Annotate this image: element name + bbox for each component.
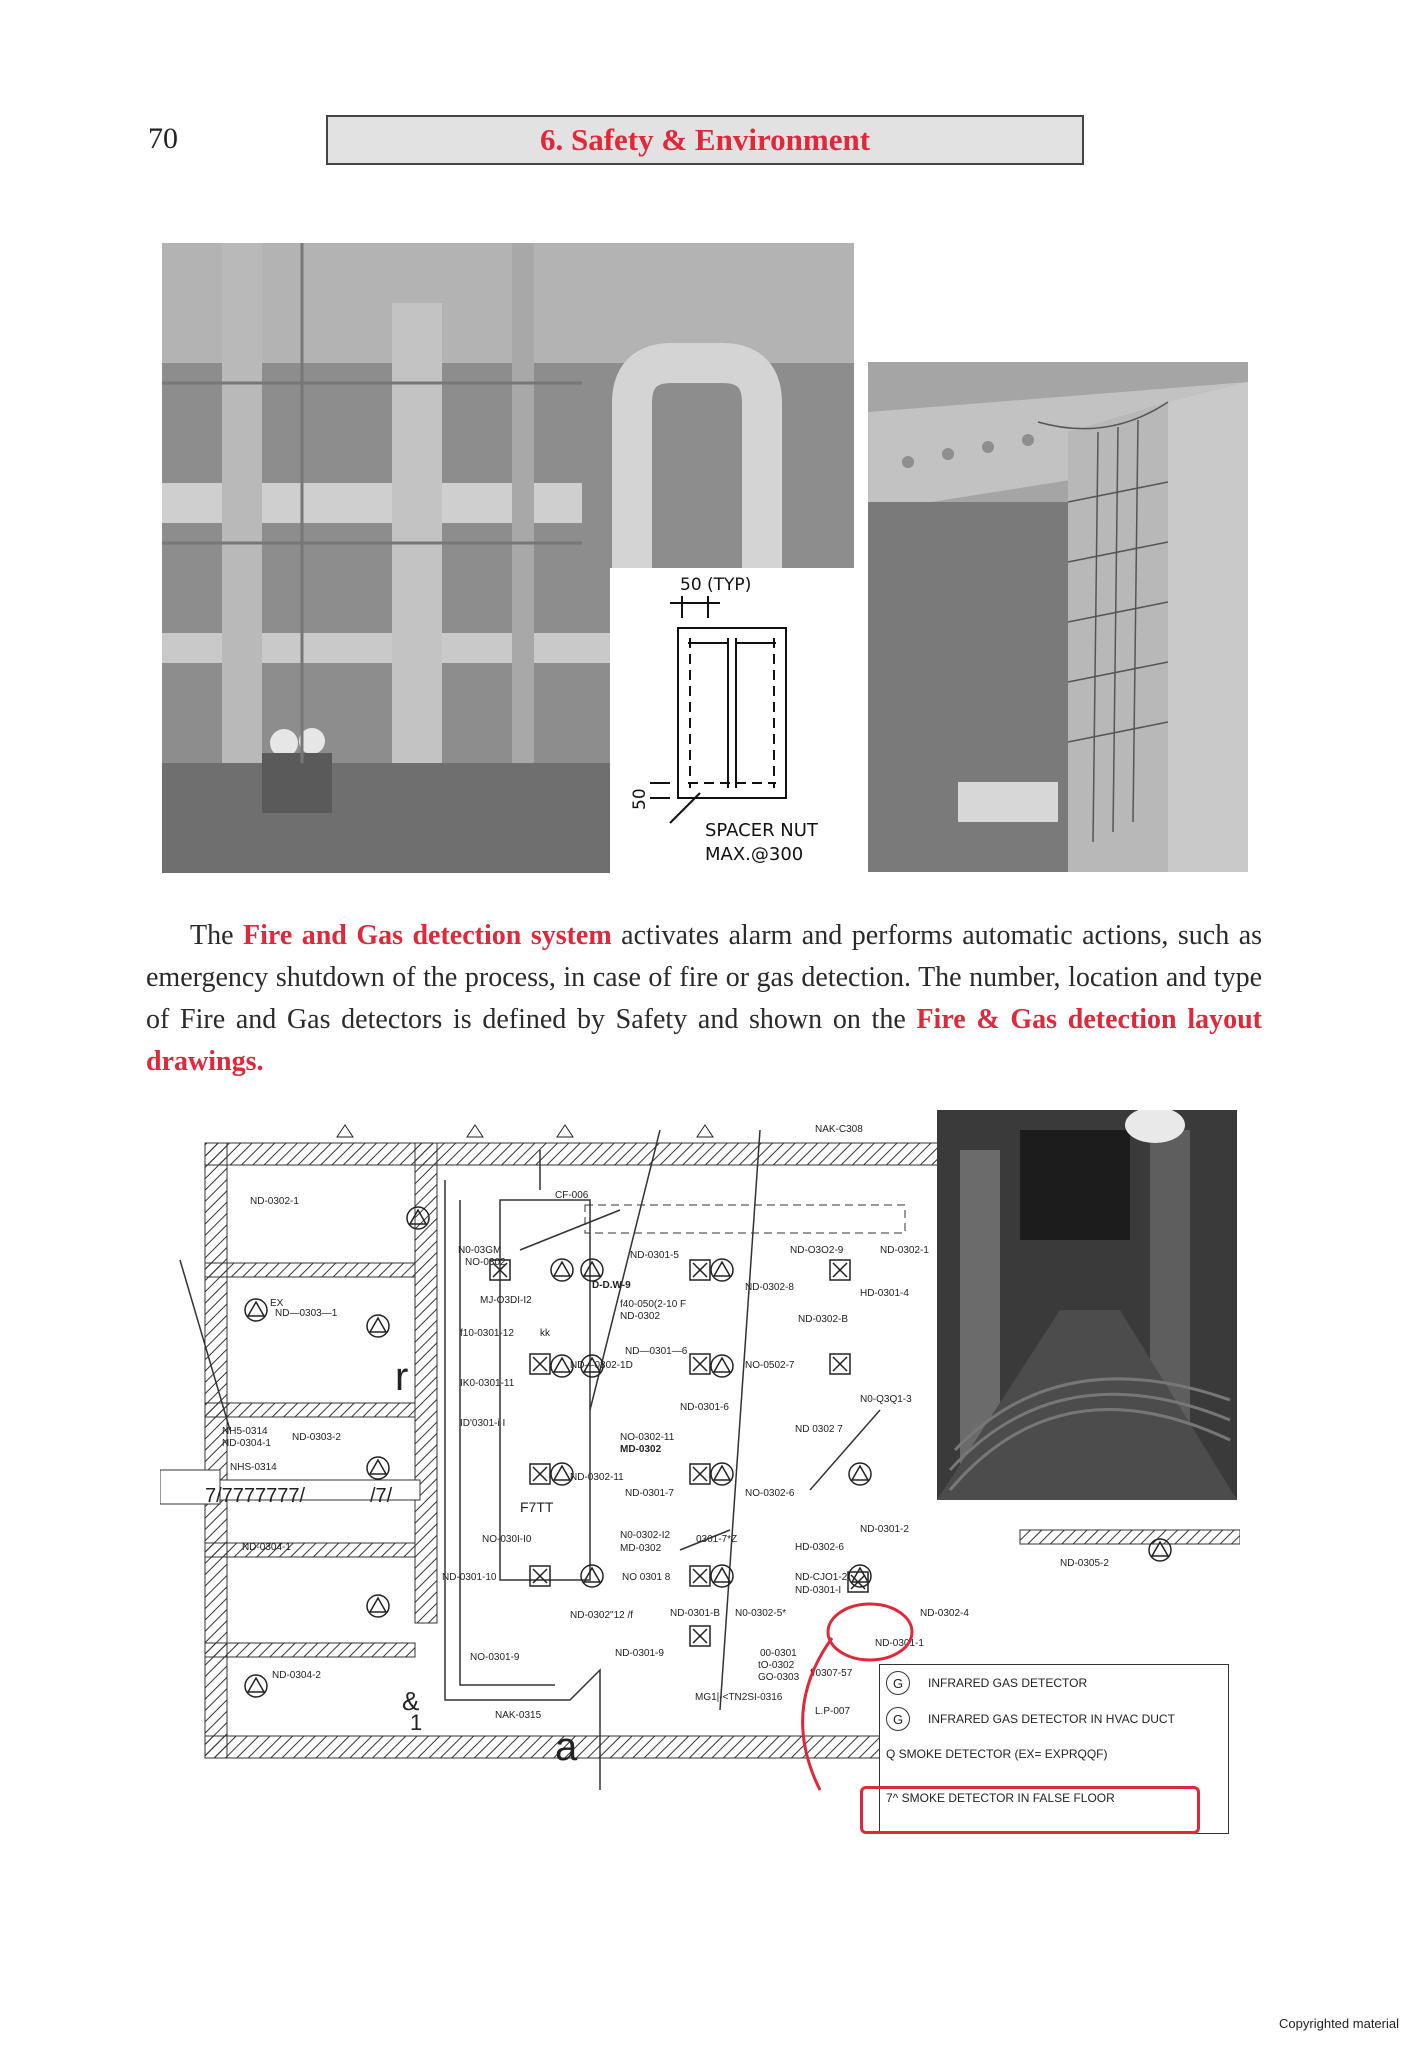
label-nh5-0314: NH5-0314 [222,1426,268,1437]
label-nd0302-4: ND-0302-4 [920,1608,969,1619]
body-paragraph [146,915,1262,1083]
label-no0302: NO-0302 [465,1257,506,1268]
fire-gas-layout-drawing [160,1110,1240,1850]
paragraph-intro: The [190,920,244,951]
dimension-top-label: 50 (TYP) [680,575,752,595]
label-nd0301-i: ND-0301-I [795,1585,842,1596]
label-mj0301: MJ-O3DI-I2 [480,1295,532,1306]
legend-label-3: Q SMOKE DETECTOR (EX= EXPRQQF) [886,1747,1108,1761]
label-no0302-6: NO-0302-6 [745,1488,795,1499]
label-nd0301-6: ND—0301—6 [625,1346,688,1357]
label-hatch2: /7/ [370,1485,393,1507]
label-nd0305-2: ND-0305-2 [1060,1558,1109,1569]
hvac-gas-detector-icon: G [886,1707,910,1731]
legend-label-4: 7^ SMOKE DETECTOR IN FALSE FLOOR [886,1791,1115,1805]
label-mg1: MG1|-<TN2SI-0316 [695,1692,783,1703]
label-nd0301-9: ND-0301-9 [615,1648,664,1659]
label-nd0302-8: ND-0302-8 [745,1282,794,1293]
copyright-notice: Copyrighted material [1279,2016,1399,2031]
label-hd0302-6: HD-0302-6 [795,1542,844,1553]
legend-smoke-detector [886,1747,1107,1761]
label-nak0315: NAK-0315 [495,1710,542,1721]
label-no030-i0: NO-030I-I0 [482,1534,532,1545]
label-f7tt: F7TT [520,1499,554,1515]
label-no0302-11: NO-0302-11 [620,1432,675,1443]
label-nd0301-2: ND-0301-2 [860,1524,909,1535]
label-n0301-7z: 0301-7*Z [696,1534,738,1545]
label-nd0301-b: ND-0301-B [670,1608,721,1619]
spacer-max-note: MAX.@300 [705,844,804,865]
legend-label-2: INFRARED GAS DETECTOR IN HVAC DUCT [928,1712,1175,1726]
label-n0q3q1-3: N0-Q3Q1-3 [860,1394,912,1405]
page-number: 70 [148,122,178,155]
legend-infrared-gas-hvac [886,1707,1175,1731]
label-md0302b: MD-0302 [620,1543,662,1554]
highlight-layout-drawings: Fire & Gas detection layout drawings. [146,1004,1263,1077]
label-nd0302-12: ND-0302"12 /f [570,1610,634,1621]
legend-highlight-box [860,1786,1200,1834]
dimension-side-label: 50 [630,788,650,810]
drawing-legend [879,1664,1229,1834]
label-nd0302-5: N0-0302-5* [735,1608,787,1619]
label-nd0301-7: ND-0301-7 [625,1488,674,1499]
chapter-title: 6. Safety & Environment [326,115,1084,165]
label-nd0303-2: ND-0303-2 [292,1432,341,1443]
label-f40: f40-050(2-10 F [620,1299,687,1310]
label-oo0301: 00-0301 [760,1648,797,1659]
legend-infrared-gas [886,1671,1087,1695]
label-nd0302-1d: ND—0302-1D [570,1360,633,1371]
label-a-big: a [555,1725,578,1769]
label-dw9: D-D.W-9 [592,1280,631,1291]
label-nd0301-1: ND-0301-1 [875,1638,924,1649]
label-no0502-7: NO-0502-7 [745,1360,795,1371]
label-no0301-9: NO-0301-9 [470,1652,520,1663]
label-ex1: EX [270,1298,284,1309]
infrared-gas-detector-icon: G [886,1671,910,1695]
spacer-detail-drawing [610,568,854,873]
label-nd0302-9: ND-O3O2-9 [790,1245,844,1256]
fireproofing-beam-photo [868,362,1248,872]
label-ik0-0301-11: IK0-0301-11 [460,1378,515,1389]
label-nd0301-5: ND-0301-5 [630,1250,679,1261]
label-nd0301-6b: ND-0301-6 [680,1402,729,1413]
label-nd0302-11: ND-0302-11 [570,1472,624,1483]
label-nd0304-1: ND-0304-1 [222,1438,271,1449]
label-cf006: CF-006 [555,1190,589,1201]
label-hd0301-4: HD-0301-4 [860,1288,909,1299]
label-nd0302-1b: ND-0302-1 [880,1245,929,1256]
label-r-big: r [395,1355,409,1399]
label-to0302: tO-0302 [758,1660,795,1671]
paragraph-middle: activates alarm and performs automatic actions, such as emergency shutdown of the process, in case of fire or gas detection. The number, location and type of Fire and Gas detectors is defined by Safety and shown on the [146,920,1263,1035]
label-id0301: ID'0301-i I [460,1418,506,1429]
label-f0307: f/0307-57 [810,1668,853,1679]
legend-label-1: INFRARED GAS DETECTOR [928,1676,1088,1690]
label-nh5-0314b: NHS-0314 [230,1462,277,1473]
label-amp: & [402,1686,420,1716]
spacer-note: SPACER NUT [705,820,818,841]
label-go0303: GO-0303 [758,1672,800,1683]
highlight-fire-gas-system: Fire and Gas detection system [243,920,612,951]
label-lp007: L.P-007 [815,1706,851,1717]
label-nd0302b: ND-0302 [620,1311,661,1322]
label-kk: kk [540,1328,550,1339]
label-nd0304-2: ND-0304-2 [272,1670,321,1681]
label-nak-top: NAK-C308 [815,1124,863,1135]
label-nd0304-1b: ND-0304-1 [242,1542,291,1553]
label-nd0302-7: ND 0302 7 [795,1424,843,1435]
label-n0302-i2: N0-0302-I2 [620,1530,671,1541]
label-nd0301-10: ND-0301-10 [442,1572,497,1583]
label-n003gm: N0-03GM [458,1245,502,1256]
label-n10-0301-12: f10-0301-12 [460,1328,514,1339]
label-nd0302-1: ND-0302-1 [250,1196,299,1207]
label-hatch: 7/7777777/ [205,1485,306,1507]
label-nd0303-1: ND—0303—1 [275,1308,338,1319]
label-ndcjo1-2: ND-CJO1-2 [795,1572,848,1583]
label-no0301-8: NO 0301 8 [622,1572,671,1583]
label-nd0302-b: ND-0302-B [798,1314,849,1325]
label-one: 1 [410,1710,423,1735]
label-md0302: MD-0302 [620,1444,662,1455]
